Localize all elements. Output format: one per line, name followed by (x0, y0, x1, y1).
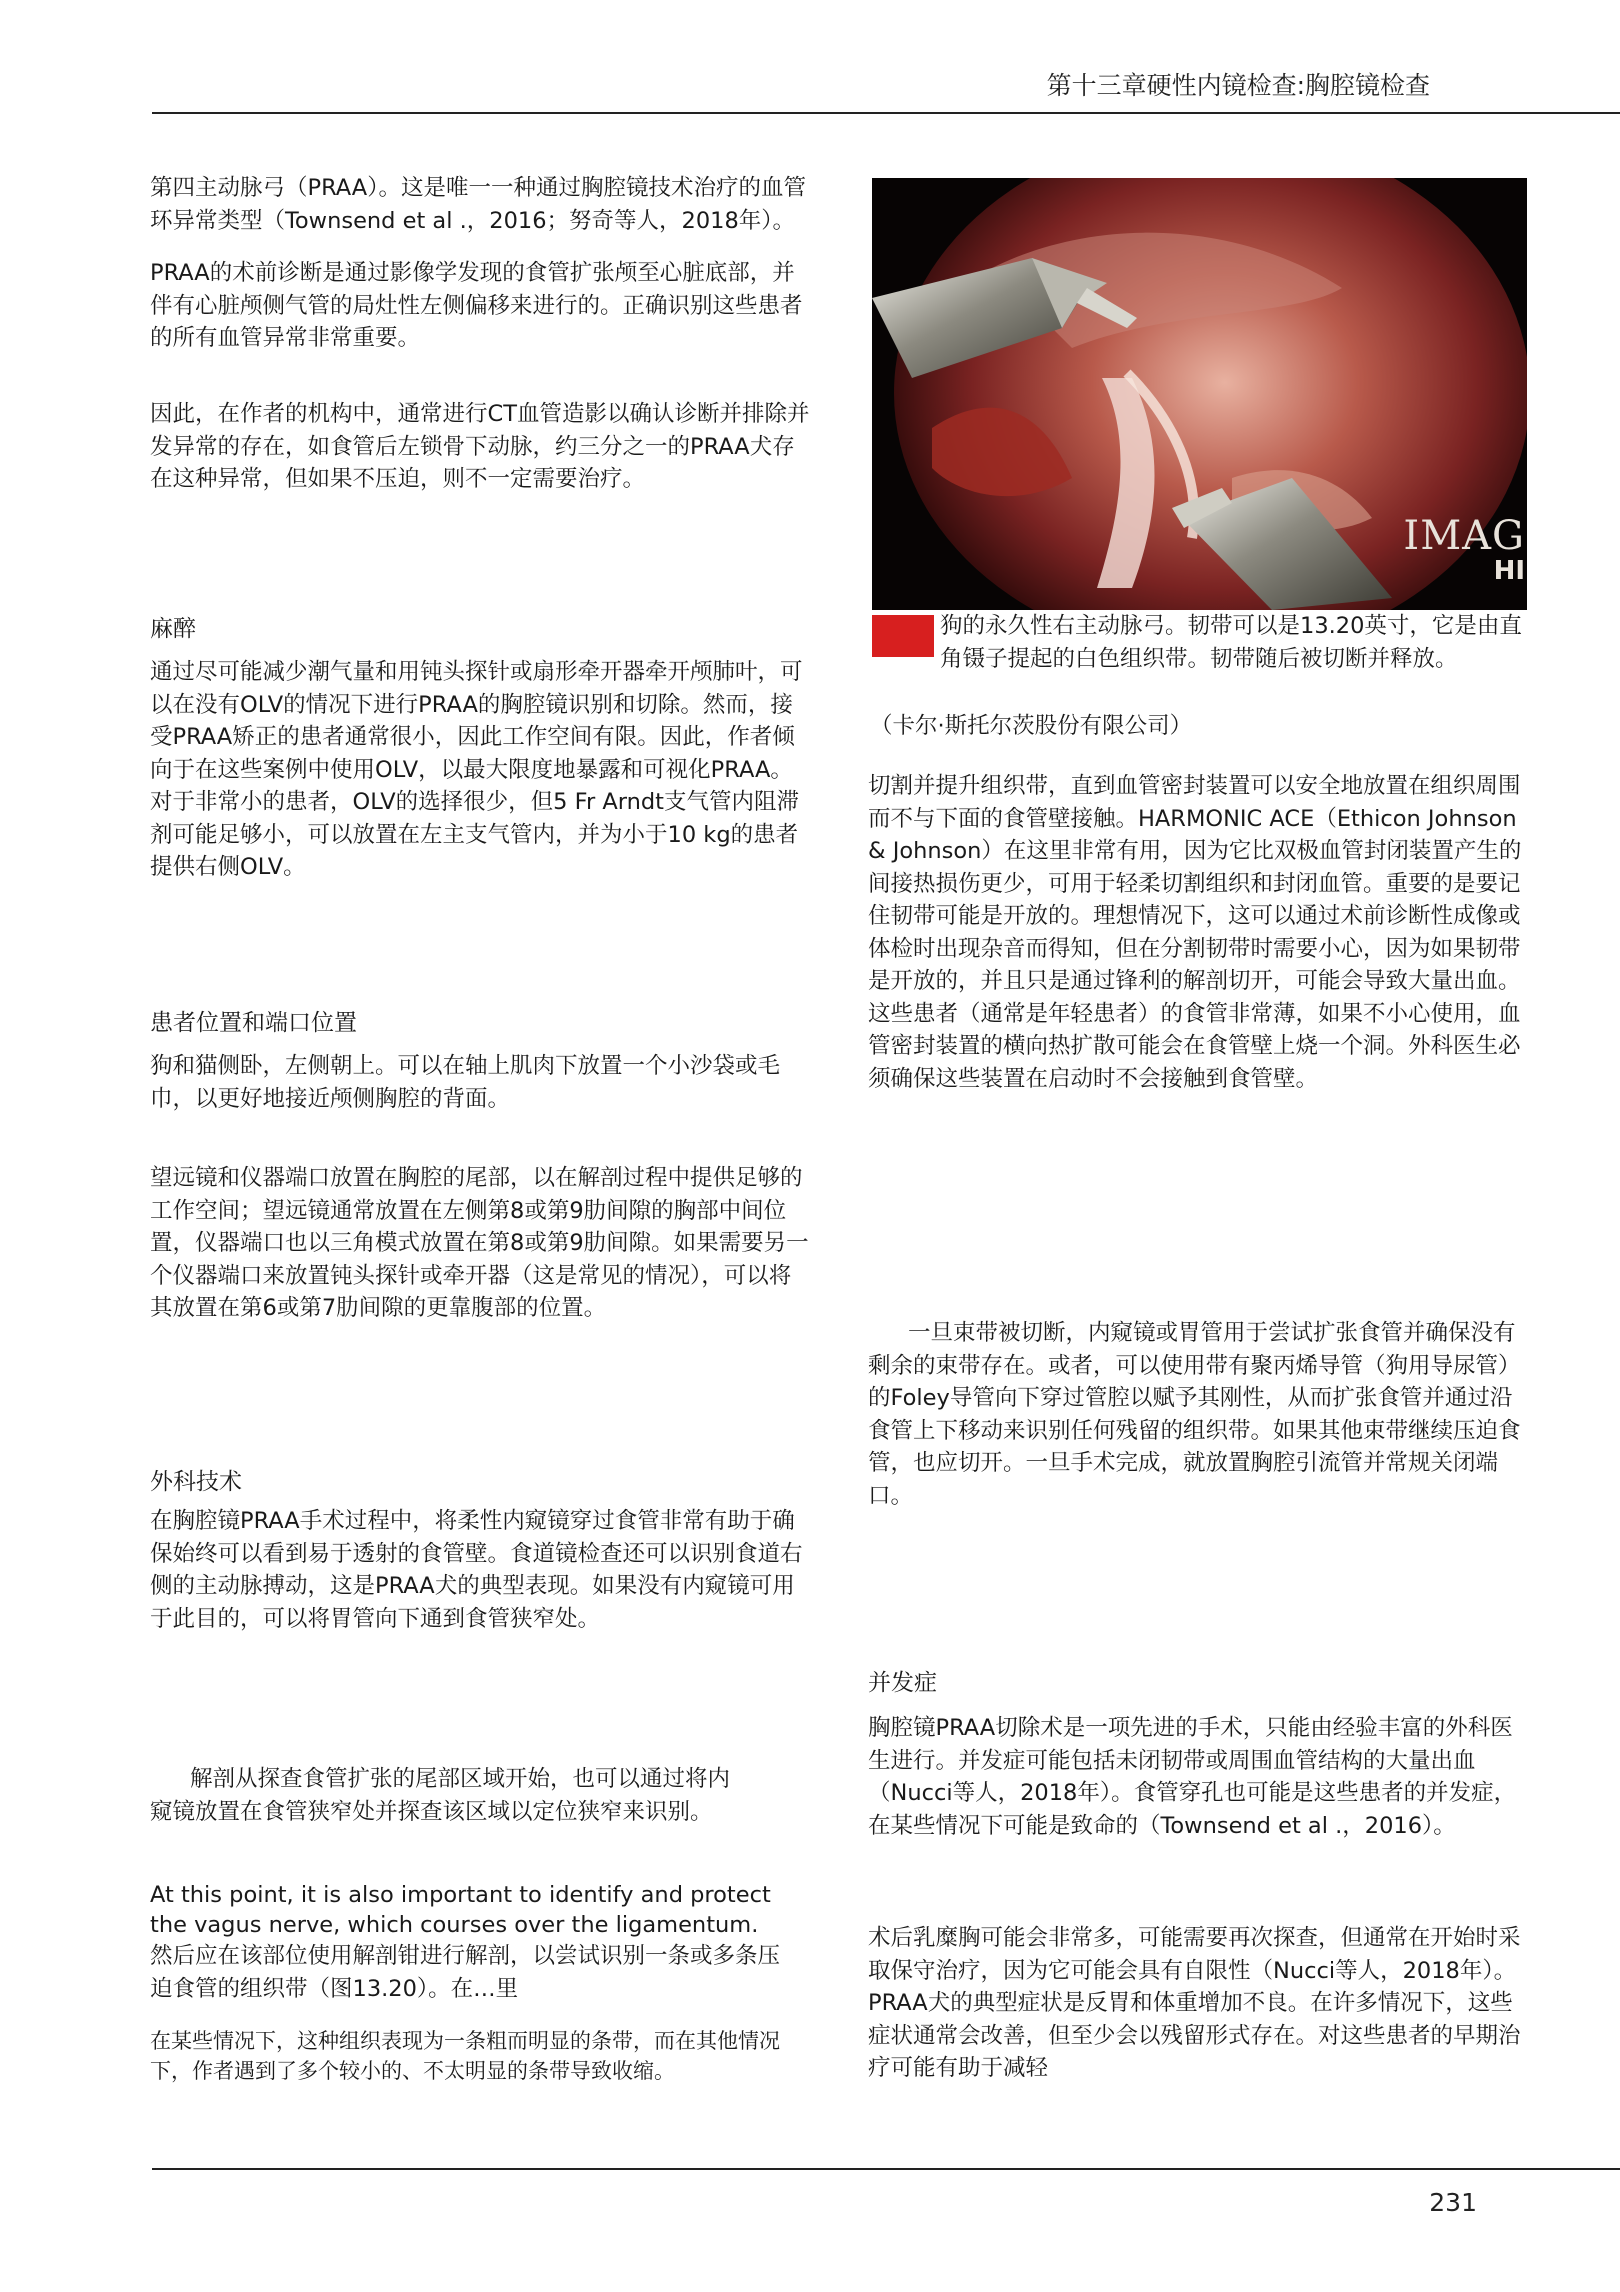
left-col-paragraph-9-zh: 然后应在该部位使用解剖钳进行解剖，以尝试识别一条或多条压迫食管的组织带（图13.20）。在…里 (150, 1943, 781, 2002)
heading-complications: 并发症 (868, 1670, 937, 1696)
figure-credit: （卡尔·斯托尔茨股份有限公司） (870, 713, 1193, 739)
page-number: 231 (1429, 2188, 1477, 2217)
left-col-paragraph-4: 通过尽可能减少潮气量和用钝头探针或扇形牵开器牵开颅肺叶，可以在没有OLV的情况下进行PRAA的胸腔镜识别和切除。然而，接受PRAA矫正的患者通常很小，因此工作空间有限。因此，作者倾向于在这些案例中使用OLV，以最大限度地暴露和可视化PRAA。对于非常小的患者，OLV的选择很少，但5 Fr Arndt支气管内阻滞剂可能足够小，可以放置在左主支气管内，并为小于10 kg的患者提供右侧OLV。 (150, 659, 803, 880)
figure-overlay-text-2: HI (1493, 556, 1525, 586)
left-col-paragraph-3: 因此，在作者的机构中，通常进行CT血管造影以确认诊断并排除并发异常的存在，如食管后左锁骨下动脉，约三分之一的PRAA犬存在这种异常，但如果不压迫，则不一定需要治疗。 (150, 401, 810, 492)
right-col-paragraph-1: 切割并提升组织带，直到血管密封装置可以安全地放置在组织周围而不与下面的食管壁接触。HARMONIC ACE（Ethicon Johnson & Johnson）在这里非常有用，因为它比双极血管封闭装置产生的间接热损伤更少，可用于轻柔切割组织和封闭血管。重要的是要记住韧带可能是开放的。理想情况下，这可以通过术前诊断性成像或体检时出现杂音而得知，但在分割韧带时需要小心，因为如果韧带是开放的，并且只是通过锋利的解剖切开，可能会导致大量出血。这些患者（通常是年轻患者）的食管非常薄，如果不小心使用，血管密封装置的横向热扩散可能会在食管壁上烧一个洞。外科医生必须确保这些装置在启动时不会接触到食管壁。 (868, 773, 1522, 1092)
footer-rule (152, 2168, 1620, 2170)
left-col-paragraph-5: 狗和猫侧卧，左侧朝上。可以在轴上肌肉下放置一个小沙袋或毛巾，以更好地接近颅侧胸腔的背面。 (150, 1053, 781, 1112)
left-col-paragraph-6: 望远镜和仪器端口放置在胸腔的尾部，以在解剖过程中提供足够的工作空间；望远镜通常放置在左侧第8或第9肋间隙的胸部中间位置，仪器端口也以三角模式放置在第8或第9肋间隙。如果需要另一个仪器端口来放置钝头探针或牵开器（这是常见的情况），可以将其放置在第6或第7肋间隙的更靠腹部的位置。 (150, 1165, 809, 1321)
left-col-paragraph-7: 在胸腔镜PRAA手术过程中，将柔性内窥镜穿过食管非常有助于确保始终可以看到易于透射的食管壁。食道镜检查还可以识别食道右侧的主动脉搏动，这是PRAA犬的典型表现。如果没有内窥镜可用于此目的，可以将胃管向下通到食管狭窄处。 (150, 1508, 803, 1632)
left-col-paragraph-2: PRAA的术前诊断是通过影像学发现的食管扩张颅至心脏底部，并伴有心脏颅侧气管的局灶性左侧偏移来进行的。正确识别这些患者的所有血管异常非常重要。 (150, 260, 803, 351)
heading-anesthesia: 麻醉 (150, 616, 196, 642)
heading-surgical-technique: 外科技术 (150, 1469, 242, 1495)
right-col-paragraph-4: 术后乳糜胸可能会非常多，可能需要再次探查，但通常在开始时采取保守治疗，因为它可能会具有自限性（Nucci等人，2018年）。PRAA犬的典型症状是反胃和体重增加不良。在许多情况下，这些症状通常会改善，但至少会以残留形式存在。对这些患者的早期治疗可能有助于减轻 (868, 1925, 1521, 2081)
figure-image (872, 178, 1527, 610)
figure-overlay-text: IMAG (1403, 513, 1525, 559)
running-header: 第十三章硬性内镜检查:胸腔镜检查 (1046, 71, 1430, 100)
right-col-paragraph-2: 一旦束带被切断，内窥镜或胃管用于尝试扩张食管并确保没有剩余的束带存在。或者，可以使用带有聚丙烯导管（狗用导尿管）的Foley导管向下穿过管腔以赋予其刚性，从而扩张食管并通过沿食管上下移动来识别任何残留的组织带。如果其他束带继续压迫食管，也应切开。一旦手术完成，就放置胸腔引流管并常规关闭端口。 (868, 1320, 1521, 1509)
figure-caption: 狗的永久性右主动脉弓。韧带可以是13.20英寸，它是由直角镊子提起的白色组织带。韧带随后被切断并释放。 (940, 613, 1522, 672)
figure-number-tag (872, 615, 934, 657)
left-col-paragraph-1: 第四主动脉弓（PRAA）。这是唯一一种通过胸腔镜技术治疗的血管环异常类型（Townsend et al .，2016；努奇等人，2018年）。 (150, 175, 806, 234)
header-rule (152, 112, 1620, 114)
left-col-paragraph-10: 在某些情况下，这种组织表现为一条粗而明显的条带，而在其他情况下，作者遇到了多个较小的、不太明显的条带导致收缩。 (150, 2029, 780, 2083)
heading-patient-position: 患者位置和端口位置 (150, 1010, 357, 1036)
left-col-paragraph-8: 解剖从探查食管扩张的尾部区域开始，也可以通过将内窥镜放置在食管狭窄处并探查该区域以定位狭窄来识别。 (150, 1766, 731, 1825)
left-col-paragraph-9-en: At this point, it is also important to identify and protect the vagus nerve, which courses over the ligamentum. (150, 1882, 771, 1938)
right-col-paragraph-3: 胸腔镜PRAA切除术是一项先进的手术，只能由经验丰富的外科医生进行。并发症可能包括未闭韧带或周围血管结构的大量出血（Nucci等人，2018年）。食管穿孔也可能是这些患者的并发症，在某些情况下可能是致命的（Townsend et al .，2016）。 (868, 1715, 1517, 1839)
